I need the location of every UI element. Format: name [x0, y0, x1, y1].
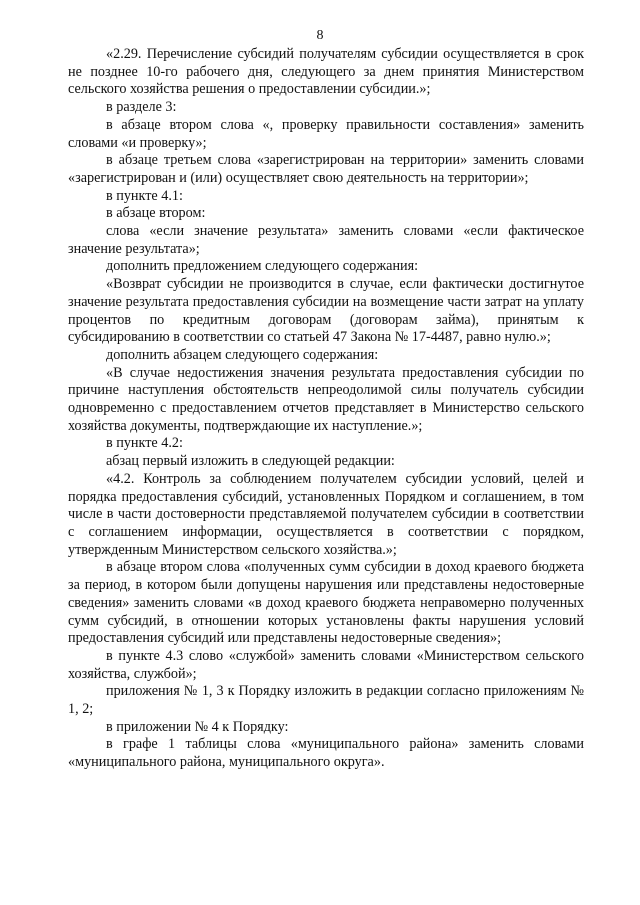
- paragraph: в пункте 4.3 слово «службой» заменить словами «Министерством сельского хозяйства, службой»;: [68, 647, 584, 682]
- paragraph: дополнить предложением следующего содержания:: [106, 258, 419, 275]
- paragraph: «Возврат субсидии не производится в случае, если фактически достигнутое значение результата предоставления субсидии на возмещение части затрат на уплату процентов по кредитным договорам (договорам займа), принятым к субсидированию в соответствии со статьей 47 Закона № 17-4487, равно нулю.»;: [68, 276, 584, 346]
- paragraph: «В случае недостижения значения результата предоставления субсидии по причине наступления обстоятельств непреодолимой силы получатель субсидии одновременно с предоставлением отчетов представляет в Министерство сельского хозяйства документы, подтверждающие их наступление.»;: [68, 364, 584, 434]
- paragraph: в абзаце втором:: [106, 205, 206, 222]
- paragraph: дополнить абзацем следующего содержания:: [106, 346, 379, 363]
- paragraph: абзац первый изложить в следующей редакции:: [106, 453, 395, 470]
- paragraph: в пункте 4.1:: [106, 187, 183, 204]
- paragraph: «4.2. Контроль за соблюдением получателем субсидии условий, целей и порядка предоставления субсидий, установленных Порядком и соглашением, в том числе в части достоверности представляемой получателем субсидии в соответствии с соглашением информации, осуществляется в соответствии с порядком, утвержденным Министерством сельского хозяйства.»;: [68, 470, 584, 558]
- paragraph: в абзаце третьем слова «зарегистрирован на территории» заменить словами «зарегистрирован и (или) осуществляет свою деятельность на территории»;: [68, 152, 584, 186]
- paragraph: в абзаце втором слова «, проверку правильности составления» заменить словами «и проверку»;: [68, 116, 584, 151]
- paragraph: «2.29. Перечисление субсидий получателям субсидии осуществляется в срок не позднее 10-го рабочего дня, следующего за днем принятия Министерством сельского хозяйства решения о предоставлении субсидии.»;: [68, 46, 584, 98]
- paragraph: в графе 1 таблицы слова «муниципального района» заменить словами «муниципального района, муниципального округа».: [68, 736, 584, 771]
- page-number: 8: [316, 28, 324, 43]
- paragraph: в разделе 3:: [106, 99, 177, 116]
- paragraph: в приложении № 4 к Порядку:: [106, 718, 289, 735]
- document-body: [68, 46, 584, 772]
- paragraph: слова «если значение результата» заменить словами «если фактическое значение результата»;: [68, 223, 584, 257]
- paragraph: в пункте 4.2:: [106, 435, 183, 452]
- paragraph: в абзаце втором слова «полученных сумм субсидии в доход краевого бюджета за период, в котором были допущены нарушения или представлены недостоверные сведения» заменить словами «в доход краевого бюджета неправомерно полученных сумм субсидий, в отношении которых установлены факты нарушения условий предоставления субсидий или представлены недостоверные сведения»;: [68, 559, 584, 647]
- paragraph: приложения № 1, 3 к Порядку изложить в редакции согласно приложениям № 1, 2;: [68, 683, 584, 718]
